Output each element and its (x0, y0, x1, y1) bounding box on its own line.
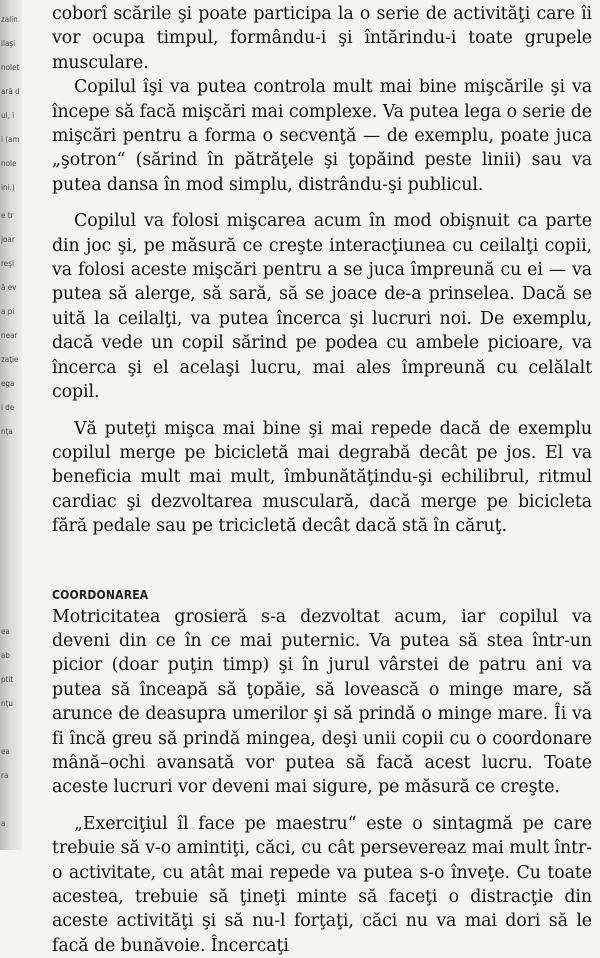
gutter-fragment: near (1, 332, 18, 340)
gutter-fragment: i (am (1, 136, 20, 144)
gutter-fragment: nole (1, 160, 17, 168)
gutter-fragment: joar (1, 236, 15, 244)
gutter-fragment: nolet (1, 64, 20, 72)
paragraph-practice: „Exerciţiul îl face pe maestru“ este o sintagmă pe care trebuie să v-o amintiţi, căci, cu cât persevereaz mai mult într-o activitate, cu atât mai repede va putea s-o înveţe. Cu toate acestea, trebuie să ţineţi minte să faceţi o distracţie din aceste activităţi şi să nu-l forţaţi, căci nu va mai dori să le facă de bunăvoie. Încercaţi (52, 813, 592, 956)
gutter-fragment: ab (1, 652, 10, 660)
gutter-fragment: ul, î (1, 112, 15, 120)
gutter-adjacent-page (0, 0, 22, 850)
gutter-fragment: ea (1, 748, 10, 756)
gutter-fragment: ea (1, 628, 10, 636)
gutter-fragment: ega (1, 380, 15, 388)
paragraph-gross-motor: Motricitatea grosieră s-a dezvoltat acum, iar copilul va deveni din ce în ce mai puternic. Va putea să stea într-un picior (doar puţin timp) şi în jurul vârstei de patru ani va putea să înceapă să ţopăie, să lovească o minge mare, să arunce de deasupra umerilor şi să prindă o minge mare. Îi va fi încă greu să prindă mingea, deşi unii copii cu o coordonare mână–ochi avansată vor putea să facă acest lucru. Toate aceste lucruri vor deveni mai sigure, pe măsură ce creşte. (52, 606, 592, 798)
gutter-fragment: nţu (1, 700, 13, 708)
gutter-fragment: ini.) (1, 184, 15, 192)
paragraph-bicycle: Vă puteţi mişca mai bine şi mai repede dacă de exemplu copilul merge pe bicicletă mai degrabă decât pe jos. El va beneficia mult mai mult, îmbunătăţindu-şi echilibrul, ritmul cardiac şi dezvoltarea musculară, dacă merge pe bicicleta fără pedale sau pe tricicletă decât dacă stă în căruţ. (52, 418, 592, 537)
gutter-fragment: a pi (1, 308, 15, 316)
paragraph-play-movement: Copilul va folosi mişcarea acum în mod obişnuit ca parte din joc şi, pe măsură ce creşte interacţiunea cu ceilalţi copii, va folosi aceste mişcări pentru a se juca împreună cu ei — va putea să alerge, să sară, să se joace de-a prinselea. Dacă se uită la ceilalţi, va putea încerca şi lucruri noi. De exemplu, dacă vede un copil sărind pe podea cu ambele picioare, va încerca şi el acelaşi lucru, mai ales împreună cu celălalt copil. (52, 211, 592, 403)
paragraph-movement-control: Copilul îşi va putea controla mult mai bine mişcările şi va începe să facă mişcări mai complexe. Va putea lega o serie de mişcări pentru a forma o secvenţă — de exemplu, poate juca „şotron“ (sărind în pătrăţele şi ţopăind peste linii) sau va putea dansa în mod simplu, distrându-şi publicul. (52, 77, 592, 195)
gutter-fragment: zalin (1, 16, 18, 24)
gutter-fragment: zaţie (1, 356, 19, 364)
paragraph-continuation: coborî scările şi poate participa la o serie de activităţi care îi vor ocupa timpul, formându-i şi întărindu-i toate grupele musculare. (52, 4, 592, 73)
gutter-fragment: ară d (1, 88, 20, 96)
gutter-fragment: reşi (1, 260, 14, 268)
book-page (52, 2, 592, 958)
gutter-fragment: ptit (1, 676, 14, 684)
gutter-fragment: i de (1, 404, 15, 412)
section-heading-coordination: COORDONAREA (52, 587, 149, 602)
gutter-fragment: ilaşi (1, 40, 16, 48)
gutter-fragment: ă ev (1, 284, 17, 292)
gutter-fragment: e tr (1, 212, 14, 220)
gutter-fragment: nţa (1, 428, 13, 436)
gutter-fragment: a (1, 820, 6, 828)
gutter-fragment: ra (1, 772, 9, 780)
